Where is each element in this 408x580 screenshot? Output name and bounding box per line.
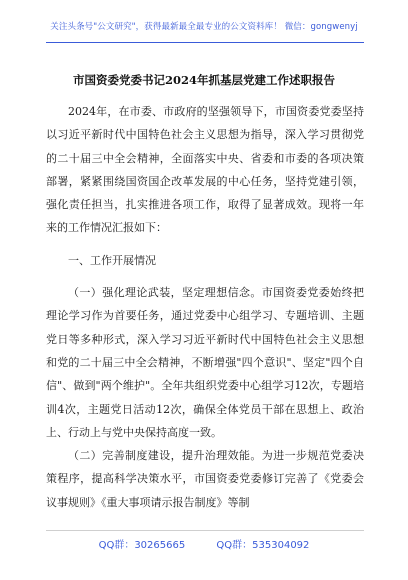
watermark-banner: 关注头条号"公文研究"，获得最新最全最专业的公文资料库！ 微信：gongwenyj	[50, 22, 358, 32]
header-divider	[46, 42, 364, 43]
paragraph-theory: （一）强化理论武装，坚定理想信念。市国资委党委始终把理论学习作为首要任务，通过党委中心组学习、专题培训、主题党日等多种形式，深入学习习近平新时代中国特色社会主义思想和党的二十届三中全会精神，不断增强"四个意识"、坚定"四个自信"、做到"两个维护"。全年共组织党委中心组学习12次，专题培训4次，主题党日活动12次，确保全体党员干部在思想上、政治上、行动上与党中央保持高度一致。	[46, 286, 364, 439]
intro-paragraph: 2024年，在市委、市政府的坚强领导下，市国资委党委坚持以习近平新时代中国特色社会主义思想为指导，深入学习贯彻党的二十届三中全会精神，全面落实中央、省委和市委的各项决策部署，紧紧围绕国资国企改革发展的中心任务，坚持党建引领，强化责任担当，扎实推进各项工作，取得了显著成效。现将一年来的工作情况汇报如下：	[46, 105, 364, 235]
section-heading: 一、工作开展情况	[68, 253, 156, 267]
paragraph-system: （二）完善制度建设，提升治理效能。为进一步规范党委决策程序，提高科学决策水平，市国资委党委修订完善了《党委会议事规则》《重大事项请示报告制度》等制	[46, 449, 364, 509]
document-body	[46, 100, 364, 514]
footer	[0, 536, 408, 551]
footer-divider	[46, 530, 364, 531]
document-title: 市国资委党委书记2024年抓基层党建工作述职报告	[72, 73, 335, 87]
footer-qq-group-2: QQ群：535304092	[216, 540, 310, 551]
footer-qq-group-1: QQ群：30265665	[98, 540, 186, 551]
